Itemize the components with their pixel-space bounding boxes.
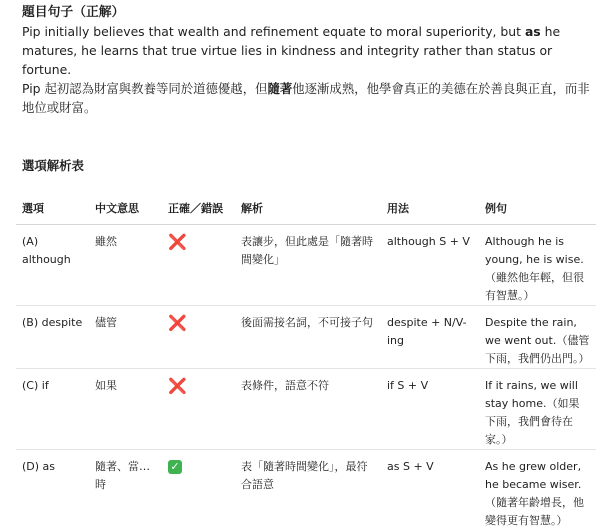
verdict-cell — [162, 225, 235, 306]
col-header-meaning: 中文意思 — [89, 192, 162, 225]
verdict-cell — [162, 306, 235, 369]
analysis-cell: 表條件，語意不符 — [235, 369, 381, 450]
col-header-option: 選項 — [16, 192, 89, 225]
usage-cell: as S + V — [381, 450, 479, 530]
chinese-after: 他逐漸成熟，他學會真正的美德在於善良與正直，而非地位或財富。 — [22, 81, 590, 115]
options-table — [16, 192, 596, 530]
col-header-verdict: 正確／錯誤 — [162, 192, 235, 225]
analysis-cell: 後面需接名詞，不可接子句 — [235, 306, 381, 369]
usage-cell: despite + N/V-ing — [381, 306, 479, 369]
chinese-before: Pip 起初認為財富與教養等同於道德優越，但 — [22, 81, 267, 96]
table-row — [16, 306, 596, 369]
option-cell: (A) although — [16, 225, 89, 306]
meaning-cell: 雖然 — [89, 225, 162, 306]
english-before: Pip initially believes that wealth and refinement equate to moral superiority, but — [22, 24, 525, 39]
chinese-keyword: 隨著 — [267, 81, 292, 96]
table-title: 選項解析表 — [22, 157, 600, 175]
meaning-cell: 隨著、當…時 — [89, 450, 162, 530]
table-row — [16, 450, 596, 530]
table-header-row — [16, 192, 596, 225]
option-cell: (D) as — [16, 450, 89, 530]
cross-icon: ❌ — [168, 233, 187, 251]
usage-cell: if S + V — [381, 369, 479, 450]
english-sentence — [22, 22, 600, 79]
analysis-cell: 表「隨著時間變化」，最符合語意 — [235, 450, 381, 530]
english-keyword: as — [525, 24, 541, 39]
content — [22, 0, 600, 530]
meaning-cell: 儘管 — [89, 306, 162, 369]
cross-icon: ❌ — [168, 377, 187, 395]
cross-icon: ❌ — [168, 314, 187, 332]
usage-cell: although S + V — [381, 225, 479, 306]
example-cell: Despite the rain, we went out.（儘管下雨，我們仍出門。） — [479, 306, 596, 369]
col-header-usage: 用法 — [381, 192, 479, 225]
english-after: he matures, he learns that true virtue lies in kindness and integrity rather than status or fortune. — [22, 24, 560, 77]
page-title: 題目句子（正解） — [22, 4, 600, 22]
option-cell: (C) if — [16, 369, 89, 450]
col-header-example: 例句 — [479, 192, 596, 225]
col-header-analysis: 解析 — [235, 192, 381, 225]
check-icon: ✓ — [168, 460, 182, 474]
meaning-cell: 如果 — [89, 369, 162, 450]
verdict-cell — [162, 450, 235, 530]
verdict-cell — [162, 369, 235, 450]
example-cell: Although he is young, he is wise.（雖然他年輕，但很有智慧。） — [479, 225, 596, 306]
chinese-sentence — [22, 79, 600, 117]
table-row — [16, 225, 596, 306]
analysis-cell: 表讓步，但此處是「隨著時間變化」 — [235, 225, 381, 306]
option-cell: (B) despite — [16, 306, 89, 369]
table-row — [16, 369, 596, 450]
example-cell: If it rains, we will stay home.（如果下雨，我們會待在家。） — [479, 369, 596, 450]
example-cell: As he grew older, he became wiser.（隨著年齡增長，他變得更有智慧。） — [479, 450, 596, 530]
